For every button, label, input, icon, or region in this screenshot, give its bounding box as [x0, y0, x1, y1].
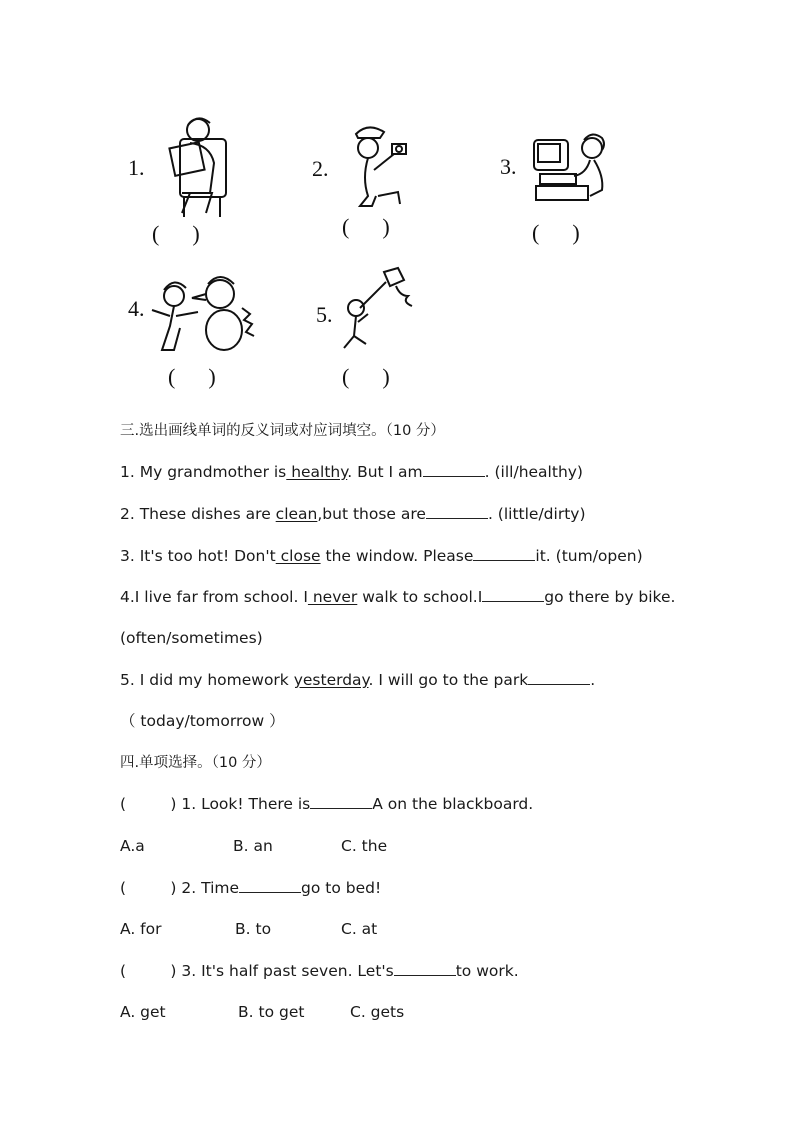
s3-item-2-post: . (little/dirty) [487, 505, 586, 523]
s4-q2-option-b[interactable]: B. to [235, 920, 272, 938]
s3-item-2 [120, 504, 586, 524]
picture-4 [120, 262, 270, 412]
s3-item-5-pre: 5. I did my homework [120, 671, 294, 689]
picture-5-answer-paren[interactable]: ( ) [342, 364, 390, 389]
s4-q3-answer-paren[interactable]: ( ) [120, 962, 177, 980]
s3-item-4-pre: 4.I live far from school. I [120, 588, 308, 606]
s4-q3-blank[interactable] [394, 961, 456, 976]
s3-item-5-mid: . I will go to the park [368, 671, 529, 689]
s3-item-1-underlined: healthy [286, 463, 348, 481]
s4-q2-option-a[interactable]: A. for [120, 920, 162, 938]
s4-question-1 [120, 794, 533, 814]
s4-q3-post: to work. [455, 962, 519, 980]
picture-3-number: 3. [500, 154, 517, 179]
section-3-heading: 三.选出画线单词的反义词或对应词填空。（10 分） [120, 423, 445, 439]
s3-item-4-options: (often/sometimes) [120, 629, 263, 647]
s3-item-4-underlined: never [307, 588, 358, 606]
s3-item-2-underlined: clean [275, 505, 318, 523]
s3-item-1-pre: 1. My grandmother is [120, 463, 287, 481]
picture-1 [120, 105, 270, 255]
s3-item-1-blank[interactable] [423, 462, 485, 477]
s3-item-4-blank[interactable] [482, 587, 544, 602]
s4-q3-pre: 3. It's half past seven. Let's [176, 962, 394, 980]
s4-q1-pre: 1. Look! There is [176, 795, 311, 813]
picture-1-number: 1. [128, 155, 145, 180]
picture-5 [308, 262, 458, 412]
s4-q2-post: go to bed! [301, 879, 382, 897]
s3-item-5-underlined: yesterday [293, 671, 369, 689]
picture-4-number: 4. [128, 296, 145, 321]
s4-q1-option-a[interactable]: A.a [120, 837, 145, 855]
picture-4-answer-paren[interactable]: ( ) [168, 364, 216, 389]
s4-q2-blank[interactable] [239, 878, 301, 893]
s3-item-3-pre: 3. It's too hot! Don't [120, 547, 276, 565]
s4-q3-option-b[interactable]: B. to get [238, 1003, 305, 1021]
picture-2 [308, 100, 458, 250]
picture-3-answer-paren[interactable]: ( ) [532, 220, 580, 245]
picture-2-number: 2. [312, 156, 329, 181]
s3-item-2-mid: ,but those are [317, 505, 426, 523]
s3-item-2-pre: 2. These dishes are [120, 505, 276, 523]
s3-item-1-mid: . But I am [347, 463, 423, 481]
s4-q2-answer-paren[interactable]: ( ) [120, 879, 177, 897]
section-4-heading: 四.单项选择。（10 分） [120, 755, 271, 771]
s3-item-3-post: it. (tum/open) [535, 547, 643, 565]
picture-1-answer-paren[interactable]: ( ) [152, 221, 200, 246]
s3-item-3-mid: the window. Please [320, 547, 474, 565]
s4-q3-option-a[interactable]: A. get [120, 1003, 166, 1021]
s3-item-4-post: go there by bike. [544, 588, 676, 606]
s3-item-2-blank[interactable] [426, 504, 488, 519]
s3-item-1 [120, 462, 583, 482]
s3-item-5-blank[interactable] [528, 670, 590, 685]
s3-item-5 [120, 670, 595, 690]
s4-question-2 [120, 878, 381, 898]
s4-q1-option-c[interactable]: C. the [341, 837, 388, 855]
s4-q2-option-c[interactable]: C. at [341, 920, 378, 938]
s3-item-4 [120, 587, 675, 607]
s4-q1-answer-paren[interactable]: ( ) [120, 795, 177, 813]
s3-item-3-blank[interactable] [473, 546, 535, 561]
s3-item-5-options: （ today/tomorrow ） [120, 712, 285, 730]
s3-item-3 [120, 546, 643, 566]
picture-5-number: 5. [316, 302, 333, 327]
s3-item-1-post: . (ill/healthy) [484, 463, 583, 481]
picture-3 [498, 108, 648, 258]
s4-q2-pre: 2. Time [176, 879, 240, 897]
s4-q1-blank[interactable] [310, 794, 372, 809]
s4-q1-option-b[interactable]: B. an [233, 837, 273, 855]
s3-item-4-mid: walk to school.I [357, 588, 483, 606]
s3-item-5-post: . [590, 671, 596, 689]
s4-q1-post: A on the blackboard. [372, 795, 534, 813]
s4-question-3 [120, 961, 519, 981]
s4-q3-option-c[interactable]: C. gets [350, 1003, 405, 1021]
picture-2-answer-paren[interactable]: ( ) [342, 214, 390, 239]
s3-item-3-underlined: close [275, 547, 321, 565]
